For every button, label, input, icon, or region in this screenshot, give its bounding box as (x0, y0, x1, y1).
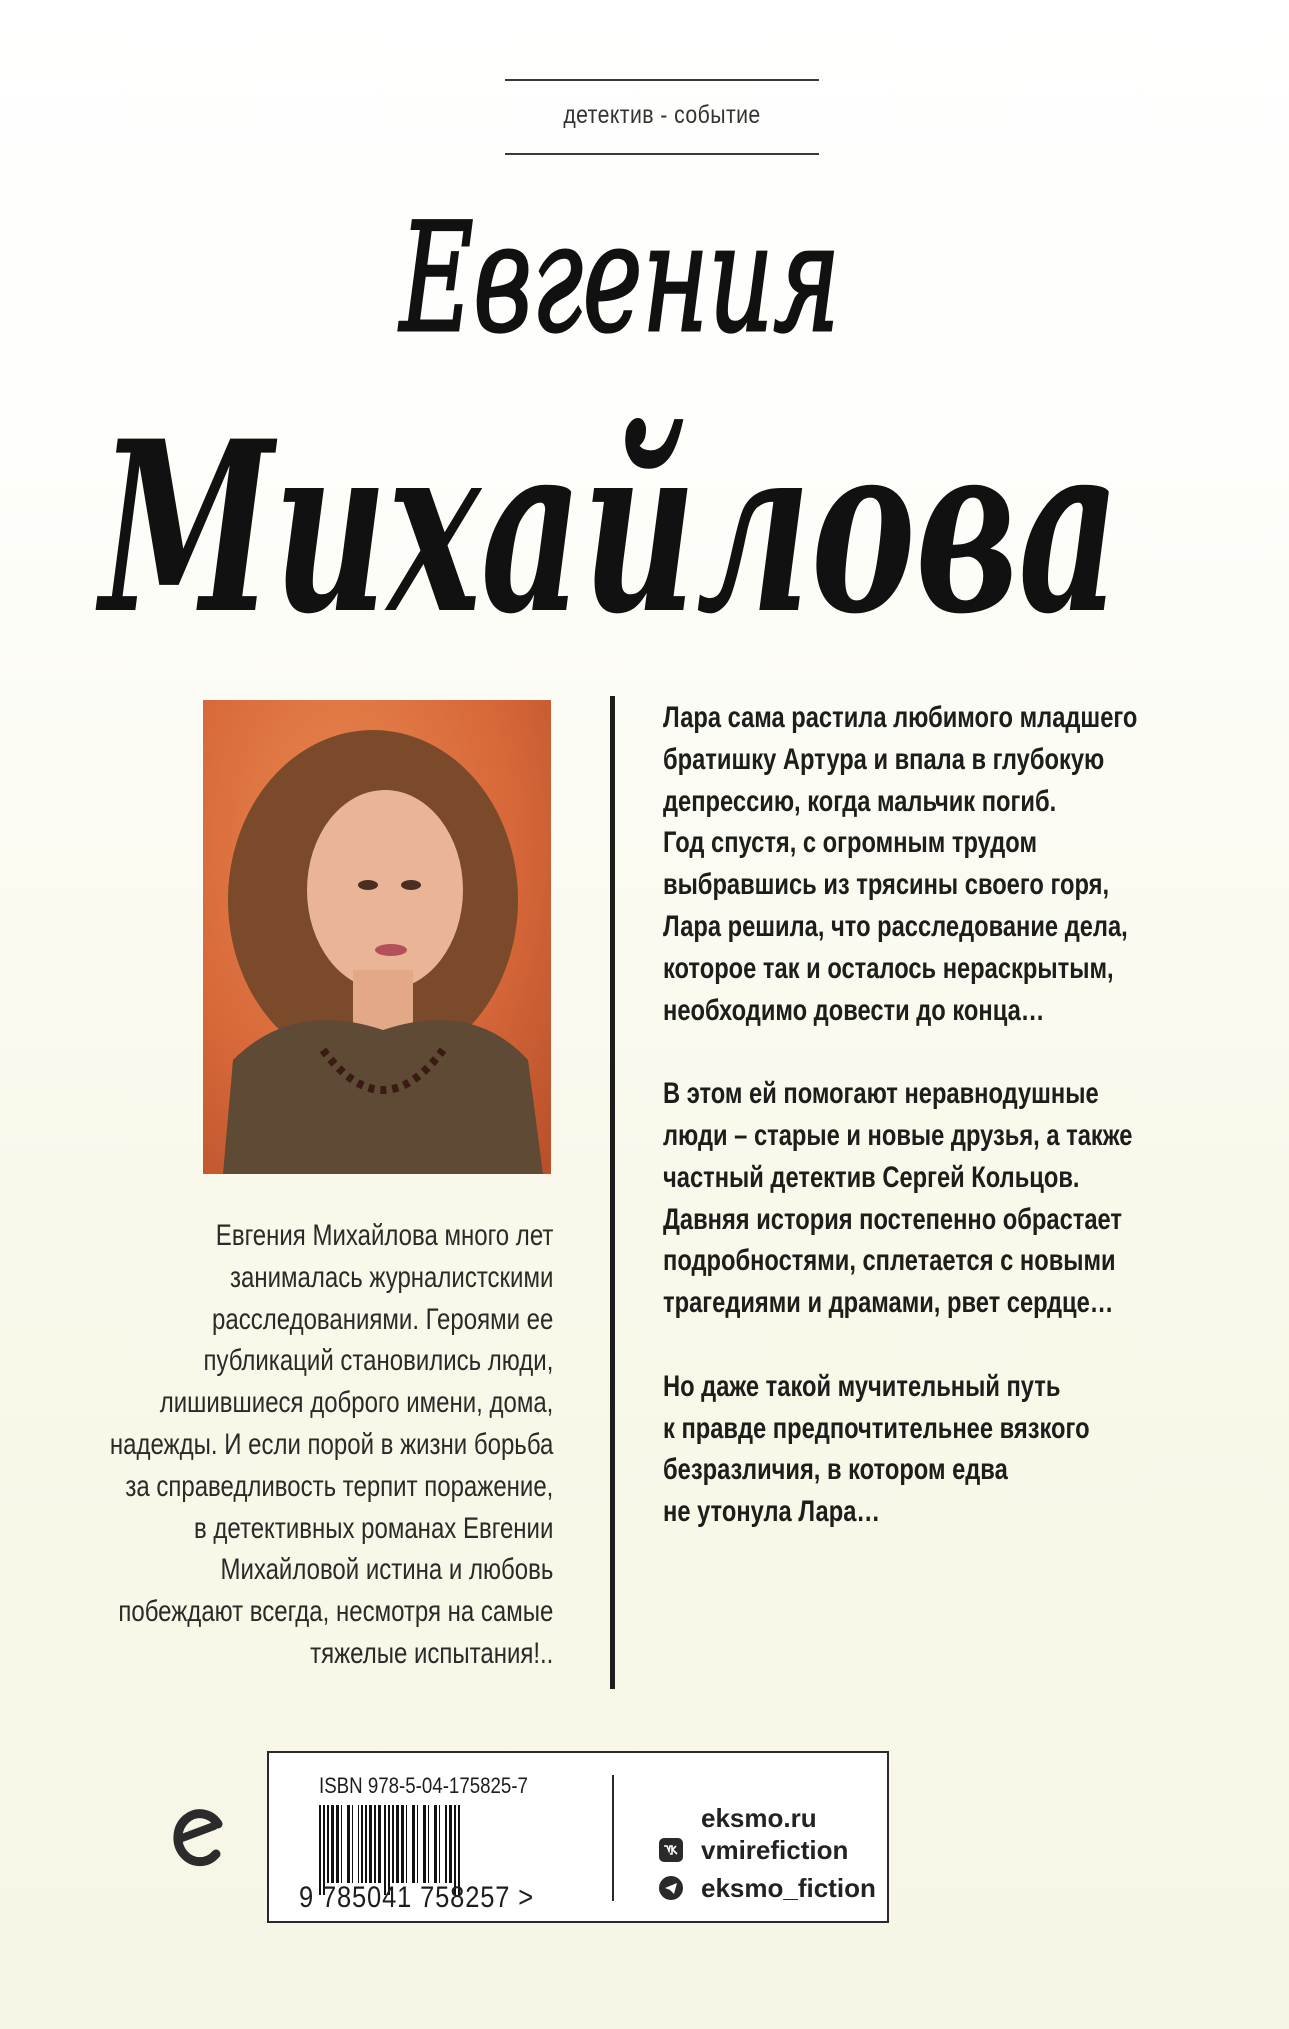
bio-line: за справедливость терпит поражение, (124, 1469, 554, 1503)
barcode-bar (361, 1805, 363, 1883)
barcode-bar (396, 1805, 399, 1883)
barcode-bar (406, 1805, 407, 1883)
blurb-line: Год спустя, с огромным трудом (663, 826, 1037, 860)
barcode-bar (378, 1805, 381, 1883)
blurb-line: выбравшись из трясины своего горя, (663, 868, 1110, 902)
site-link[interactable]: eksmo.ru (701, 1803, 817, 1833)
author-photo (203, 700, 551, 1174)
book-blurb (663, 697, 1137, 1533)
barcode-bar (352, 1805, 353, 1883)
telegram-link[interactable]: eksmo_fiction (701, 1873, 876, 1903)
bio-line: расследованиями. Героями ее (211, 1302, 553, 1336)
bio-line: публикаций становились люди, (203, 1344, 553, 1378)
barcode-bar (374, 1805, 376, 1883)
blurb-line: подробностями, сплетается с новыми (663, 1244, 1116, 1278)
column-divider (610, 696, 615, 1689)
author-bio (110, 1215, 553, 1675)
barcode-bar (417, 1805, 418, 1883)
vk-icon (659, 1838, 683, 1862)
blurb-line: частный детектив Сергей Кольцов. (663, 1160, 1080, 1194)
author-first-name: Евгения (397, 192, 840, 366)
barcode-bar (392, 1805, 394, 1883)
series-label: детектив - событие (563, 101, 761, 129)
blurb-line: В этом ей помогают неравнодушные (663, 1077, 1099, 1111)
barcode-bar (369, 1805, 372, 1883)
series-rule-bottom (505, 153, 819, 155)
blurb-line: Лара сама растила любимого младшего (663, 701, 1138, 734)
box-divider (612, 1775, 614, 1901)
series-rule-top (505, 79, 819, 81)
bio-line: надежды. И если порой в жизни борьба (109, 1427, 553, 1461)
blurb-line: депрессию, когда мальчик погиб. (663, 784, 1057, 818)
blurb-line: необходимо довести до конца… (663, 993, 1045, 1027)
author-last-name: Михайлова (95, 390, 1121, 666)
blurb-line: братишку Артура и впала в глубокую (663, 742, 1105, 776)
blurb-line: не утонула Лара… (663, 1495, 881, 1529)
paragraph-gap (663, 1324, 1137, 1366)
eksmo-logo (172, 1802, 228, 1872)
isbn-label: ISBN 978-5-04-175825-7 (319, 1773, 528, 1798)
blurb-line: которое так и осталось нераскрытым, (663, 951, 1114, 985)
blurb-line: трагедиями и драмами, рвет сердце… (663, 1286, 1114, 1320)
ean-digits: 9 785041 758257 > (299, 1881, 534, 1914)
barcode-bar (341, 1805, 342, 1883)
barcode-bar (449, 1805, 452, 1883)
bio-line: занималась журналистскими (229, 1260, 553, 1294)
barcode-bar (347, 1805, 350, 1883)
isbn-box (267, 1751, 889, 1923)
blurb-line: Но даже такой мучительный путь (663, 1369, 1061, 1403)
author-name-logo (60, 160, 1160, 690)
bio-line: Михайловой истина и любовь (220, 1553, 553, 1587)
telegram-icon (659, 1876, 683, 1900)
barcode-bar (412, 1805, 415, 1883)
bio-line: в детективных романах Евгении (193, 1511, 553, 1545)
vk-link[interactable]: vmirefiction (701, 1835, 849, 1865)
blurb-line: к правде предпочтительнее вязкого (663, 1411, 1090, 1445)
bio-line: побеждают всегда, несмотря на самые (117, 1595, 553, 1629)
barcode-bar (428, 1805, 429, 1883)
bio-line: лишившиеся доброго имени, дома, (159, 1386, 553, 1420)
barcode-bar (336, 1805, 339, 1883)
barcode-bar (358, 1805, 359, 1883)
barcode-bar (439, 1805, 440, 1883)
blurb-line: Давняя история постепенно обрастает (663, 1202, 1123, 1236)
barcode-bar (331, 1805, 334, 1883)
blurb-line: люди – старые и новые друзья, а также (663, 1118, 1133, 1152)
bio-line: Евгения Михайлова много лет (215, 1219, 553, 1252)
barcode-bar (365, 1805, 367, 1883)
blurb-line: Лара решила, что расследование дела, (663, 909, 1128, 943)
blurb-line: безразличия, в котором едва (663, 1453, 1008, 1487)
barcode-bar (423, 1805, 426, 1883)
bio-line: тяжелые испытания!.. (309, 1636, 553, 1670)
barcode-bar (401, 1805, 404, 1883)
paragraph-gap (663, 1031, 1137, 1073)
barcode-bar (434, 1805, 437, 1883)
barcode-bar (445, 1805, 447, 1883)
barcode-bar (327, 1805, 329, 1883)
